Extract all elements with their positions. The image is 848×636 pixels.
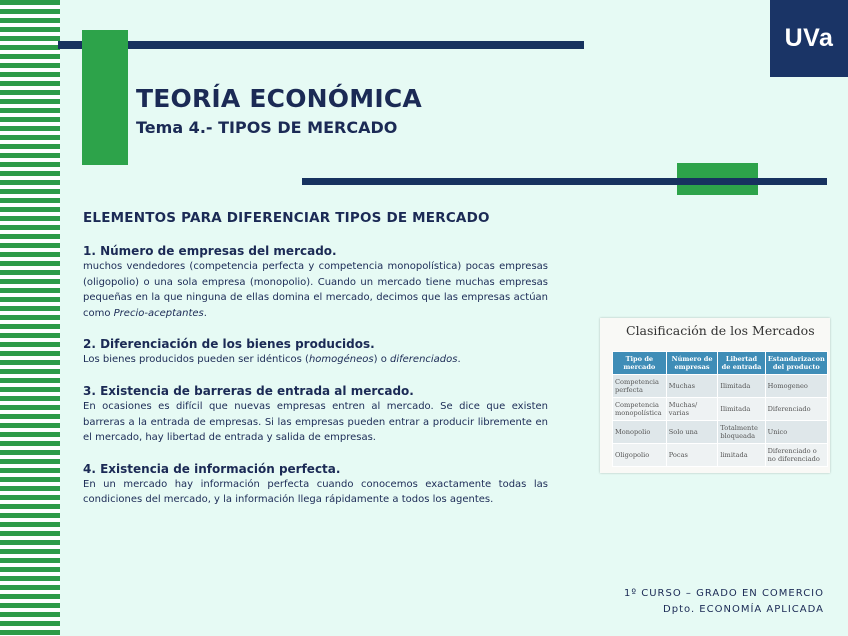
item-body-text: ) o <box>373 354 390 366</box>
table-header-cell: Número de empresas <box>666 352 718 375</box>
middle-divider-bar <box>302 178 827 185</box>
table-cell: limitada <box>718 444 765 467</box>
table-cell: Diferenciado <box>765 398 827 421</box>
table-header-cell: Tipo de mercado <box>613 352 667 375</box>
item-body: En un mercado hay información perfecta cuando conocemos exactamente todas las condiciones del mercado, y la información llega rápidamente a todos los agentes. <box>83 478 548 506</box>
item-body-emphasis: Precio-aceptantes <box>113 307 204 319</box>
table-cell: Competencia perfecta <box>613 375 667 398</box>
item-heading: 2. Diferenciación de los bienes producidos. <box>83 337 375 352</box>
element-item-2 <box>83 337 548 368</box>
item-body-text: Los bienes producidos pueden ser idénticos ( <box>83 354 309 366</box>
table-row <box>613 421 828 444</box>
table-cell: Muchas/ varias <box>666 398 718 421</box>
item-body <box>83 259 548 321</box>
table-header-row <box>613 352 828 375</box>
element-item-1 <box>83 244 548 321</box>
uva-logo <box>770 0 848 77</box>
item-body-text: . <box>203 307 207 319</box>
page-subtitle: Tema 4.- TIPOS DE MERCADO <box>136 118 398 137</box>
item-body-emphasis: homogéneos <box>308 354 374 366</box>
table-cell: Unico <box>765 421 827 444</box>
section-title: ELEMENTOS PARA DIFERENCIAR TIPOS DE MERCADO <box>83 210 490 226</box>
table-cell: Ilimitada <box>718 398 765 421</box>
table-cell: Ilimitada <box>718 375 765 398</box>
table-cell: Pocas <box>666 444 718 467</box>
item-heading: 1. Número de empresas del mercado. <box>83 244 337 258</box>
item-body <box>83 352 548 368</box>
green-accent-block-left <box>82 30 128 165</box>
table-cell: Competencia monopolística <box>613 398 667 421</box>
footer-department: Dpto. ECONOMÍA APLICADA <box>663 604 824 615</box>
table-title: Clasificación de los Mercados <box>626 323 815 338</box>
table-header-cell: Libertad de entrada <box>718 352 765 375</box>
page-title: TEORÍA ECONÓMICA <box>136 84 422 113</box>
market-classification-table <box>612 351 828 467</box>
item-heading: 4. Existencia de información perfecta. <box>83 461 341 476</box>
table-row <box>613 444 828 467</box>
item-heading: 3. Existencia de barreras de entrada al mercado. <box>83 383 414 398</box>
item-body-text: muchos vendedores (competencia perfecta y competencia monopolística) pocas empresas (oligopolio) o una sola empresa (monopolio). Cuando un mercado tiene muchas empresas pequeñas en la que ninguna de ellas domina el mercado, decimos que las empresas actúan como <box>83 261 548 319</box>
footer-course: 1º CURSO – GRADO EN COMERCIO <box>624 588 824 599</box>
element-item-4 <box>83 462 548 508</box>
footer <box>624 586 824 618</box>
decorative-stripes <box>0 0 60 636</box>
table-cell: Diferenciado o no diferenciado <box>765 444 827 467</box>
table-cell: Totalmente bloqueada <box>718 421 765 444</box>
table-cell: Muchas <box>666 375 718 398</box>
table-cell: Homogeneo <box>765 375 827 398</box>
item-body-text: . <box>457 354 461 366</box>
table-row <box>613 375 828 398</box>
element-item-3 <box>83 384 548 446</box>
table-cell: Monopolio <box>613 421 667 444</box>
table-cell: Solo una <box>666 421 718 444</box>
item-body: En ocasiones es difícil que nuevas empresas entren al mercado. Se dice que existen barreras a la entrada de empresas. Si las empresas pueden entrar a producir libremente en el mercado, hay libertad de entrada y salida de empresas. <box>83 400 548 444</box>
table-cell: Oligopolio <box>613 444 667 467</box>
table-row <box>613 398 828 421</box>
main-content <box>83 210 548 524</box>
table-header-cell: Estandarizacon del producto <box>765 352 827 375</box>
logo-text: UVa <box>784 24 834 52</box>
item-body-emphasis: diferenciados <box>390 354 458 366</box>
top-divider-bar <box>58 41 584 49</box>
market-classification-table-image <box>600 318 830 473</box>
